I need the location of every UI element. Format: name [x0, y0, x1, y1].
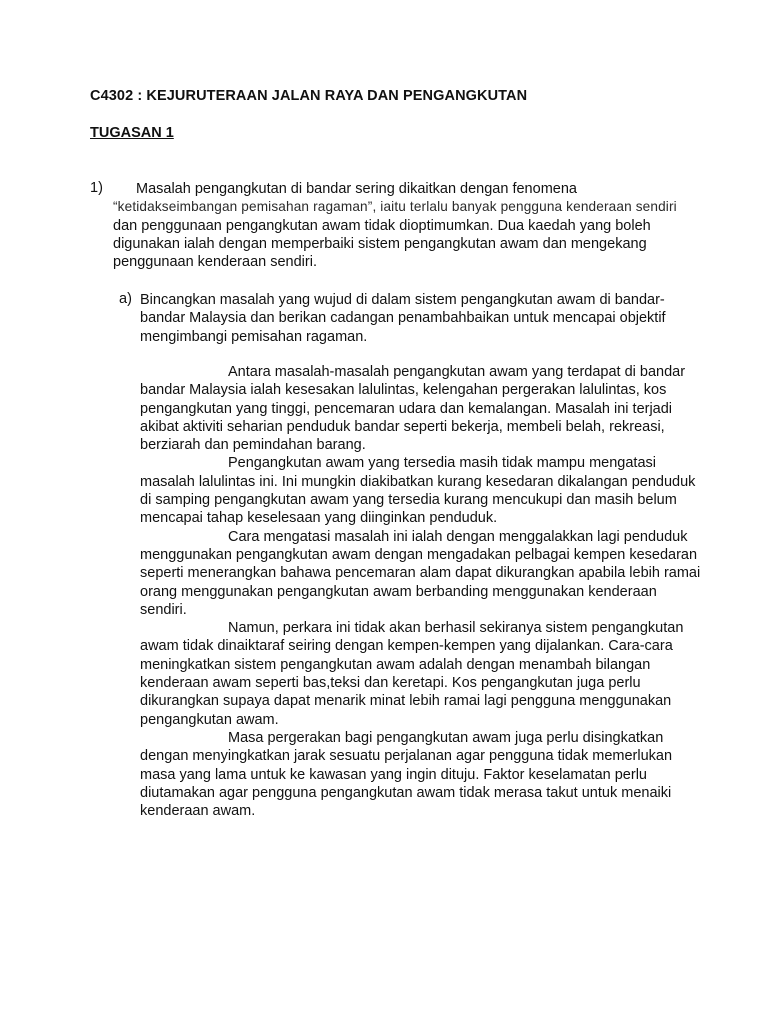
subquestion-marker: a) — [119, 291, 132, 307]
subquestion-line: mengimbangi pemisahan ragaman. — [140, 328, 368, 345]
question-line: “ketidakseimbangan pemisahan ragaman”, iaitu terlalu banyak pengguna kenderaan sendiri — [113, 199, 677, 215]
answer-line: diutamakan agar pengguna pengangkutan awam tidak merasa takut untuk menaiki — [140, 784, 672, 801]
answer-line: dikurangkan supaya dapat menarik minat lebih ramai lagi pengguna menggunakan — [140, 693, 672, 710]
answer-line: mencapai tahap keselesaan yang diinginkan penduduk. — [140, 510, 498, 527]
question-line: digunakan ialah dengan memperbaiki sistem pengangkutan awam dan mengekang — [113, 235, 647, 252]
answer-line: orang menggunakan pengangkutan awam berbanding menggunakan kenderaan — [140, 583, 657, 600]
answer-line: sendiri. — [140, 601, 187, 618]
course-title: C4302 : KEJURUTERAAN JALAN RAYA DAN PENGANGKUTAN — [90, 88, 528, 104]
answer-paragraph — [140, 528, 701, 619]
answer-line: kenderaan awam. — [140, 803, 256, 820]
answer-line: di samping pengangkutan awam yang tersedia kurang mencukupi dan masih belum — [140, 492, 677, 509]
subquestion-line: Bincangkan masalah yang wujud di dalam sistem pengangkutan awam di bandar- — [140, 292, 665, 308]
answer-line: menggunakan pengangkutan awam dengan mengadakan pelbagai kempen kesedaran — [140, 546, 698, 563]
answer-line: masalah lalulintas ini. Ini mungkin diakibatkan kurang kesedaran dikalangan penduduk — [140, 473, 696, 490]
question-line: penggunaan kenderaan sendiri. — [113, 254, 317, 271]
answer-paragraph — [140, 363, 686, 454]
answer-paragraph — [140, 454, 696, 527]
answer-line: meningkatkan sistem pengangkutan awam adalah dengan menambah bilangan — [140, 656, 651, 673]
question-line: dan penggunaan pengangkutan awam tidak dioptimumkan. Dua kaedah yang boleh — [113, 217, 651, 234]
answer-line: berziarah dan pemindahan barang. — [140, 437, 366, 454]
answer-line: Cara mengatasi masalah ini ialah dengan menggalakkan lagi penduduk — [228, 528, 688, 545]
answer-line: Pengangkutan awam yang tersedia masih tidak mampu mengatasi — [228, 455, 656, 472]
answer-line: dengan menyingkatkan jarak sesuatu perjalanan agar pengguna tidak memerlukan — [140, 748, 673, 765]
answer-line: seperti menerangkan bahawa pencemaran alam dapat dikurangkan apabila lebih ramai — [140, 565, 701, 582]
answer-body — [140, 363, 701, 820]
answer-line: Antara masalah-masalah pengangkutan awam yang terdapat di bandar — [228, 364, 686, 380]
subquestion-line: bandar Malaysia dan berikan cadangan penambahbaikan untuk mencapai objektif — [140, 310, 666, 327]
answer-paragraph — [140, 729, 680, 820]
subquestion-text — [140, 291, 680, 346]
answer-paragraph — [140, 619, 684, 729]
assignment-title: TUGASAN 1 — [90, 125, 174, 141]
answer-line: Masa pergerakan bagi pengangkutan awam juga perlu disingkatkan — [228, 729, 664, 746]
answer-line: akibat aktiviti seharian penduduk bandar seperti bekerja, membeli belah, rekreasi, — [140, 418, 665, 435]
answer-line: pengangkutan awam. — [140, 711, 279, 728]
answer-line: masa yang lama untuk ke kawasan yang ingin dituju. Faktor keselamatan perlu — [140, 766, 647, 783]
answer-line: awam tidak dinaiktaraf seiring dengan kempen-kempen yang dijalankan. Cara-cara — [140, 638, 673, 655]
answer-line: bandar Malaysia ialah kesesakan lalulintas, kelengahan pergerakan lalulintas, kos — [140, 382, 667, 399]
answer-line: pengangkutan yang tinggi, pencemaran udara dan kemalangan. Masalah ini terjadi — [140, 400, 673, 417]
question-text — [113, 180, 683, 271]
answer-line: Namun, perkara ini tidak akan berhasil sekiranya sistem pengangkutan — [228, 620, 684, 637]
question-line: Masalah pengangkutan di bandar sering dikaitkan dengan fenomena — [136, 181, 577, 197]
question-number: 1) — [90, 180, 103, 196]
answer-line: kenderaan awam seperti bas,teksi dan keretapi. Kos pengangkutan juga perlu — [140, 675, 641, 692]
